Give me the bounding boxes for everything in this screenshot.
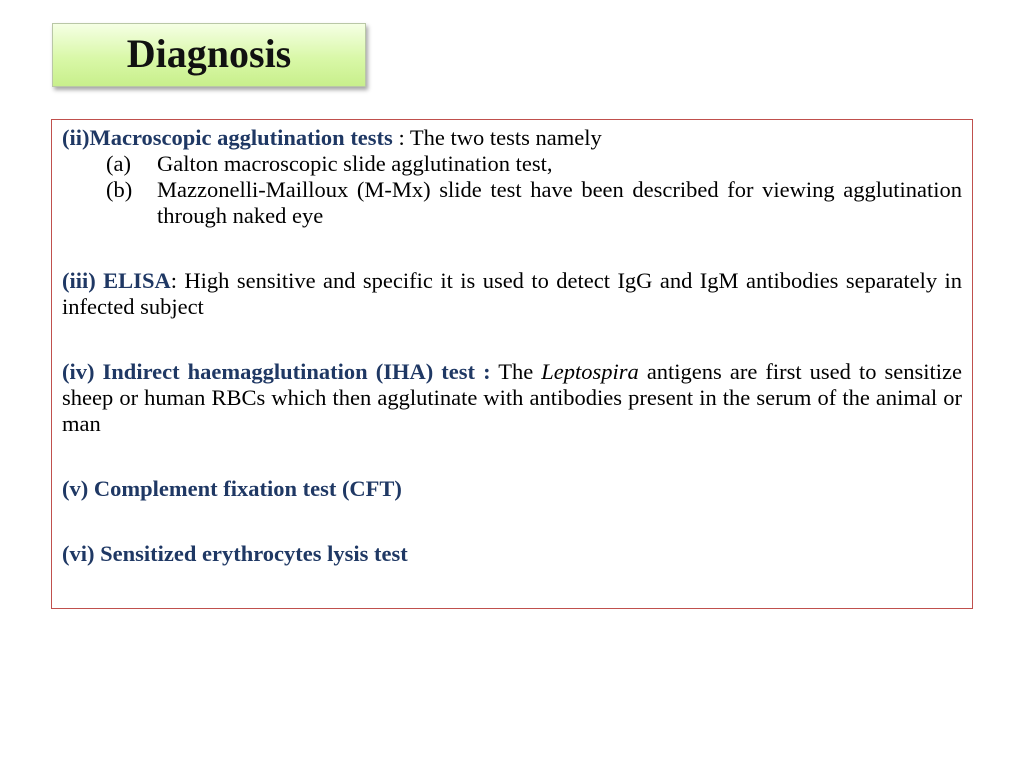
item-vi	[62, 541, 962, 567]
item-iv-italic: Leptospira	[541, 359, 639, 384]
item-vi-label: (vi) Sensitized erythrocytes lysis test	[62, 541, 408, 566]
item-iv	[62, 359, 962, 437]
item-iv-text-after: antigens are first used to sensitize sheep or human RBCs which then agglutinate with antibodies present in the serum of the animal or man	[62, 359, 962, 436]
slide-title: Diagnosis	[126, 31, 292, 76]
item-ii-label: (ii)Macroscopic agglutination tests	[62, 125, 393, 150]
item-iv-text-before: The	[490, 359, 542, 384]
list-item-b	[62, 177, 962, 229]
item-ii-text: : The two tests namely	[392, 125, 602, 150]
item-iii-label: (iii) ELISA	[62, 268, 171, 293]
item-v-label: (v) Complement fixation test (CFT)	[62, 476, 402, 501]
item-ii	[62, 125, 962, 151]
item-iv-label: (iv) Indirect haemagglutination (IHA) test :	[62, 359, 491, 384]
content-box	[51, 119, 973, 609]
item-iii	[62, 268, 962, 320]
list-text-b: Mazzonelli-Mailloux (M-Mx) slide test have been described for viewing agglutination through naked eye	[157, 177, 962, 228]
title-box	[52, 23, 366, 87]
list-marker-a: (a)	[106, 151, 131, 176]
item-v	[62, 476, 962, 502]
item-iii-text: : High sensitive and specific it is used to detect IgG and IgM antibodies separately in infected subject	[62, 268, 963, 319]
list-item-a	[62, 151, 962, 177]
list-text-a: Galton macroscopic slide agglutination test,	[157, 151, 553, 176]
list-marker-b: (b)	[106, 177, 133, 202]
